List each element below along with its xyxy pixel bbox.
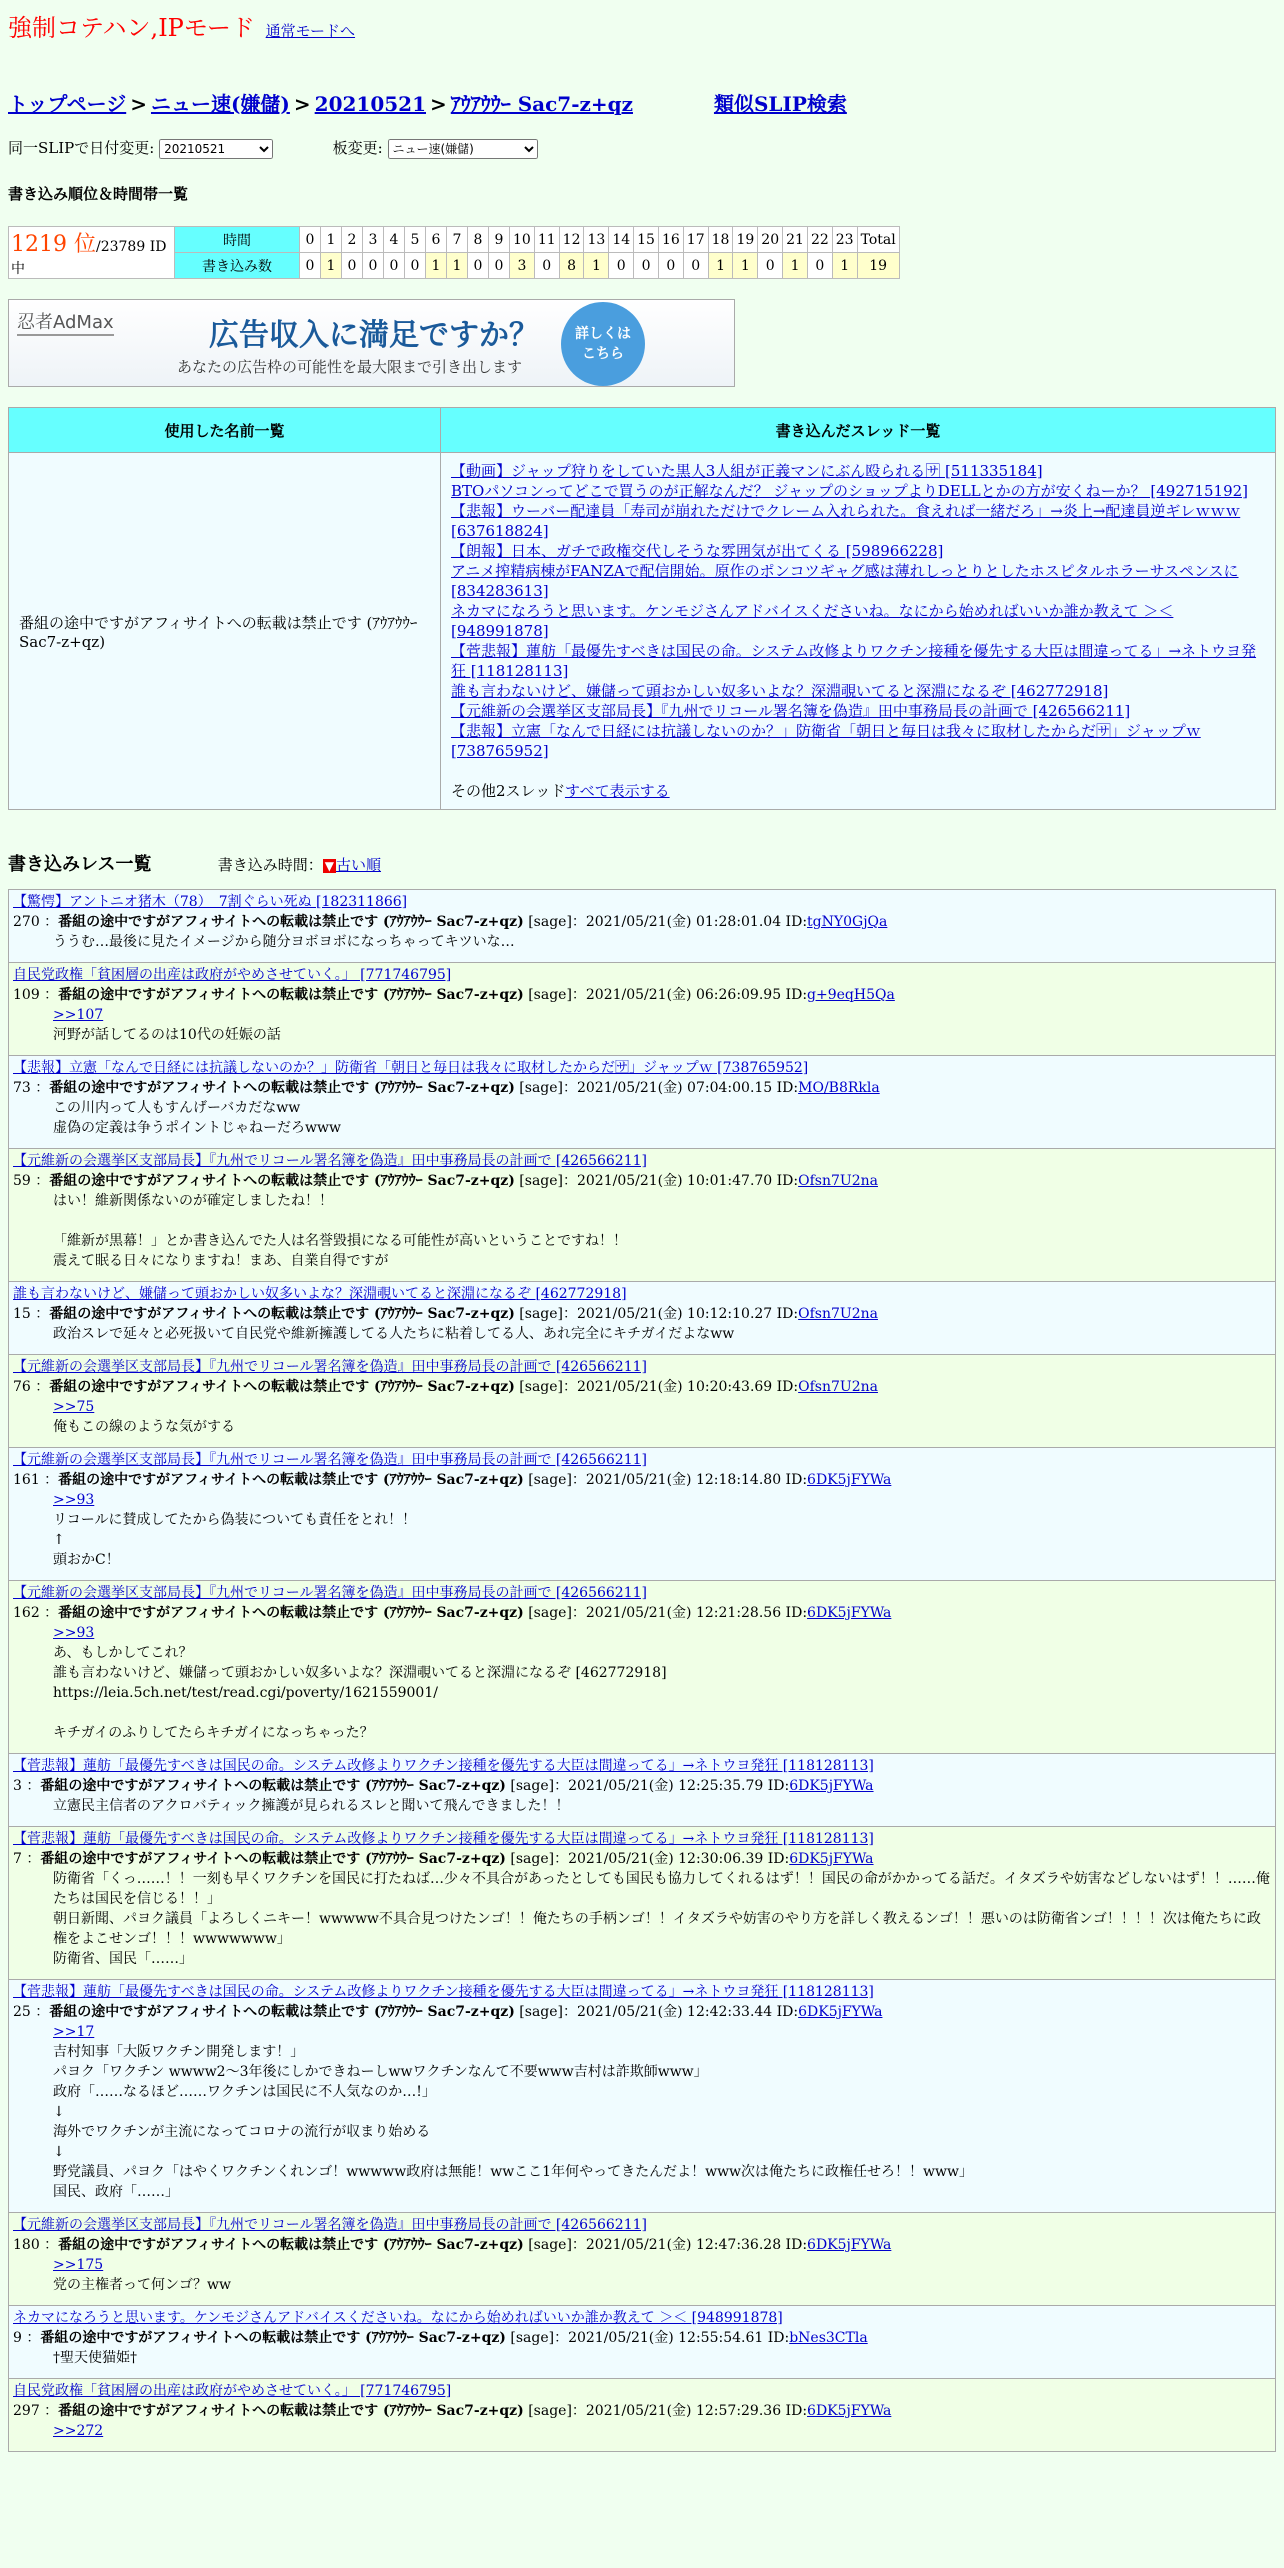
more-threads [451,781,1265,801]
post-meta [13,1849,1271,1869]
post-line: ううむ…最後に見たイメージから随分ヨボヨボになっちゃってキツいな… [53,934,515,950]
ad-cta-line: 詳しくは [575,326,631,342]
ad-subtext: あなたの広告枠の可能性を最大限まで引き出します [177,358,523,376]
post-number: 9 ： [13,2330,41,2346]
post-line: 野党議員、パヨク「はやくワクチンくれンゴ！wwwww政府は無能！wwここ1年何やってきたんだよ！www次は俺たちに政権任せろ！！www」 [53,2164,973,2180]
post-line: 虚偽の定義は争うポイントじゃねーだろwww [53,1120,341,1136]
post-meta [13,1078,1271,1098]
post-line: 河野が話してるのは10代の妊娠の話 [53,1027,281,1043]
post-body [13,932,1271,952]
post-meta [13,912,1271,932]
post-meta [13,1470,1271,1490]
post-line: 頭おかC！ [53,1552,120,1568]
post-thread-link[interactable]: 自民党政権「貧困層の出産は政府がやめさせていく。」 [771746795] [13,967,452,983]
post-line: この川内って人もすんげーバカだなww [53,1100,301,1116]
post-line [53,1703,1271,1723]
post-thread-link[interactable]: 【菅悲報】蓮舫「最優先すべきは国民の命。システム改修よりワクチン接種を優先する大臣は間違ってる」→ネトウヨ発狂 [118128113] [13,1984,874,2000]
anchor-link[interactable]: >>272 [53,2423,104,2439]
post-info: [sage]：2021/05/21(金) 12:21:28.56 ID: [523,1605,808,1621]
thread-link[interactable]: 【悲報】ウーバー配達員「寿司が崩れただけでクレーム入れられた。食えれば一緒だろ」→炎上→配達員逆ギレｗｗｗ [637618824] [451,502,1241,540]
post-body [13,1796,1271,1816]
post-thread-link[interactable]: 【驚愕】アントニオ猪木（78） 7割ぐらい死ぬ [182311866] [13,894,408,910]
post-id-link[interactable]: g+9eqH5Qa [807,987,895,1003]
post-line: 政府「……なるほど……ワクチンは国民に不人気なのか…!」 [53,2084,436,2100]
post-info: [sage]：2021/05/21(金) 12:18:14.80 ID: [523,1472,808,1488]
breadcrumb-separator: > [430,92,447,116]
post-list [8,889,1276,2452]
post [8,1826,1276,1980]
rank-cell [9,227,175,279]
post [8,1055,1276,1149]
hour-cell: 21 [783,227,808,253]
thread-link[interactable]: 【元維新の会選挙区支部局長】『九州でリコール署名簿を偽造』田中事務局長の計画で [426566211] [451,702,1131,720]
post-author: 番組の途中ですがアフィサイトへの転載は禁止です (ｱｳｱｳｳｰ Sac7-z+qz) [40,1851,506,1867]
post-thread-link[interactable]: 【元維新の会選挙区支部局長】『九州でリコール署名簿を偽造』田中事務局長の計画で [426566211] [13,1585,647,1601]
similar-slip-search-link[interactable]: 類似SLIP検索 [713,92,847,116]
post-number: 161 ： [13,1472,59,1488]
post-info: [sage]：2021/05/21(金) 12:57:29.36 ID: [523,2403,808,2419]
post [8,962,1276,1056]
hour-cell: 20 [758,227,783,253]
post-line [53,1211,1271,1231]
post-author: 番組の途中ですがアフィサイトへの転載は禁止です (ｱｳｱｳｳｰ Sac7-z+qz) [40,2330,506,2346]
post-author: 番組の途中ですがアフィサイトへの転載は禁止です (ｱｳｱｳｳｰ Sac7-z+qz) [58,987,524,1003]
post-body [13,1869,1271,1969]
post-number: 162 ： [13,1605,59,1621]
post-thread-link[interactable]: 【悲報】立憲「なんで日経には抗議しないのか？」防衛省「朝日と毎日は我々に取材したからだ🈂」ジャップｗ [738765952] [13,1060,809,1076]
post-line: 海外でワクチンが主流になってコロナの流行が収まり始める [53,2124,431,2140]
anchor-link[interactable]: >>175 [53,2257,104,2273]
name-cell: 番組の途中ですがアフィサイトへの転載は禁止です (ｱｳｱｳｳｰ Sac7-z+qz) [9,453,441,810]
post-id-link[interactable]: Ofsn7U2na [798,1379,878,1395]
post [8,2212,1276,2306]
post-line: 防衛省、国民「……」 [53,1951,193,1967]
hour-cell: 4 [384,227,405,253]
post-number: 15 ： [13,1306,50,1322]
post-body [13,1490,1271,1570]
page-title: 強制コテハン,IPモード [8,14,255,42]
post-author: 番組の途中ですがアフィサイトへの転載は禁止です (ｱｳｱｳｳｰ Sac7-z+qz) [49,1379,515,1395]
count-label: 書き込み数 [175,253,300,279]
breadcrumb-board[interactable]: ニュー速(嫌儲) [150,92,290,116]
count-cell: 1 [584,253,609,279]
post-body [13,2255,1271,2295]
post-author: 番組の途中ですがアフィサイトへの転載は禁止です (ｱｳｱｳｳｰ Sac7-z+qz) [58,914,524,930]
count-cell: 1 [733,253,758,279]
post-line: キチガイのふりしてたらキチガイになっちゃった？ [53,1725,374,1741]
date-select[interactable] [159,139,273,159]
count-cell: 1 [321,253,342,279]
anchor-link[interactable]: >>93 [53,1492,95,1508]
post [8,1281,1276,1355]
post-line: 政治スレで延々と必死扱いて自民党や維新擁護してる人たちに粘着してる人、あれ完全にキチガイだよなww [53,1326,735,1342]
thread-link[interactable]: 【朗報】日本、ガチで政権交代しそうな雰囲気が出てくる [598966228] [451,542,944,560]
thread-link[interactable]: ネカマになろうと思います。ケンモジさんアドバイスくださいね。なにから始めればいいか誰か教えて ＞＜ [948991878] [451,602,1174,640]
count-cell: 0 [683,253,708,279]
post-number: 180 ： [13,2237,59,2253]
thread-link[interactable]: BTOパソコンってどこで買うのが正解なんだ？ ジャップのショップよりDELLとかの方が安くねーか？ [492715192] [451,482,1249,500]
post-author: 番組の途中ですがアフィサイトへの転載は禁止です (ｱｳｱｳｳｰ Sac7-z+qz) [49,1080,515,1096]
summary-table [8,407,1276,810]
post-thread-link[interactable]: 【元維新の会選挙区支部局長】『九州でリコール署名簿を偽造』田中事務局長の計画で [426566211] [13,1153,647,1169]
count-cell: 1 [783,253,808,279]
post-line: ↓ [53,2144,65,2160]
breadcrumb-date[interactable]: 20210521 [314,92,426,116]
hour-cell: 23 [832,227,857,253]
post-id-link[interactable]: MO/B8Rkla [798,1080,880,1096]
count-cell: 1 [447,253,468,279]
threads-header: 書き込んだスレッド一覧 [441,408,1276,453]
hour-cell: 5 [405,227,426,253]
post-body [13,2348,1271,2368]
count-cell: 0 [342,253,363,279]
thread-link[interactable]: 誰も言わないけど、嫌儲って頭おかしい奴多いよな？深淵覗いてると深淵になるぞ [462772918] [451,682,1109,700]
names-header: 使用した名前一覧 [9,408,441,453]
post-number: 109 ： [13,987,59,1003]
ad-banner[interactable] [8,299,735,387]
hour-cell: 17 [683,227,708,253]
count-cell: 0 [658,253,683,279]
post-info: [sage]：2021/05/21(金) 07:04:00.15 ID: [514,1080,799,1096]
post-line: 国民、政府「……」 [53,2184,179,2200]
count-cell: 1 [832,253,857,279]
post-meta [13,2401,1271,2421]
post-id-link[interactable]: Ofsn7U2na [798,1173,878,1189]
post-line: 防衛省「くっ……！！一刻も早くワクチンを国民に打たねば…少々不具合があったとしても国民も協力してくれるはず！！国民の命がかかってる話だ。イタズラや妨害などしないはず！！……俺たちは国民を信じる！！」 [53,1871,1270,1907]
post-thread-link[interactable]: 【菅悲報】蓮舫「最優先すべきは国民の命。システム改修よりワクチン接種を優先する大臣は間違ってる」→ネトウヨ発狂 [118128113] [13,1831,874,1847]
post-author: 番組の途中ですがアフィサイトへの転載は禁止です (ｱｳｱｳｳｰ Sac7-z+qz) [58,1472,524,1488]
hour-cell: 10 [510,227,535,253]
count-cell: 1 [426,253,447,279]
post-info: [sage]：2021/05/21(金) 12:42:33.44 ID: [514,2004,799,2020]
sort-oldest-link[interactable]: 古い順 [336,856,382,874]
hour-cell: 2 [342,227,363,253]
rank-heading: 書き込み順位＆時間帯一覧 [8,185,189,203]
rank-position: 1219 位 [11,232,96,257]
board-select-label: 板変更: [332,139,383,157]
anchor-link[interactable]: >>75 [53,1399,95,1415]
post-id-link[interactable]: 6DK5jFYWa [789,1851,874,1867]
count-cell: 8 [559,253,584,279]
post-body [13,1005,1271,1045]
post-meta [13,1171,1271,1191]
count-cell: 0 [405,253,426,279]
post-id-link[interactable]: 6DK5jFYWa [807,1605,892,1621]
post-number: 3 ： [13,1778,41,1794]
hour-cell: 22 [807,227,832,253]
hourly-post-table [8,226,900,279]
post-line: 朝日新聞、パヨク議員「よろしくニキー！wwwww不具合見つけたンゴ！！俺たちの手柄ンゴ！！イタズラや妨害のやり方を詳しく教えるンゴ！！悪いのは防衛省ンゴ！！！！次は俺たちに政権をよこせンゴ！！！wwwwwww」 [53,1911,1261,1947]
post-line: ↓ [53,2104,65,2120]
ad-logo: 忍者AdMax [17,308,114,336]
post-thread-link[interactable]: 【菅悲報】蓮舫「最優先すべきは国民の命。システム改修よりワクチン接種を優先する大臣は間違ってる」→ネトウヨ発狂 [118128113] [13,1758,874,1774]
sort-label: 書き込み時間： [217,856,323,874]
post-author: 番組の途中ですがアフィサイトへの転載は禁止です (ｱｳｱｳｳｰ Sac7-z+qz) [49,2004,515,2020]
post-author: 番組の途中ですがアフィサイトへの転載は禁止です (ｱｳｱｳｳｰ Sac7-z+qz) [58,2237,524,2253]
breadcrumb [8,88,1276,117]
board-select[interactable] [388,139,538,159]
post-line: パヨク「ワクチン wwww2～3年後にしかできねーしwwワクチンなんて不要www吉村は詐欺師www」 [53,2064,708,2080]
post-line: †聖天使猫姫† [53,2350,137,2366]
post [8,889,1276,963]
post-id-link[interactable]: 6DK5jFYWa [807,2403,892,2419]
post-meta [13,1377,1271,1397]
hour-cell: 6 [426,227,447,253]
time-label: 時間 [175,227,300,253]
post-id-link[interactable]: tgNY0GjQa [807,914,888,930]
anchor-link[interactable]: >>17 [53,2024,95,2040]
post-number: 25 ： [13,2004,50,2020]
sort-control [218,856,381,874]
post-thread-link[interactable]: 自民党政権「貧困層の出産は政府がやめさせていく。」 [771746795] [13,2383,452,2399]
hour-cell: 12 [559,227,584,253]
hour-cell: 3 [363,227,384,253]
more-threads-text: その他2スレッド [451,782,565,800]
post-line: 立憲民主信者のアクロバティック擁護が見られるスレと聞いて飛んできました！！ [53,1798,570,1814]
thread-link[interactable]: 【悲報】立憲「なんで日経には抗議しないのか？」防衛省「朝日と毎日は我々に取材したからだ🈂」ジャップｗ [738765952] [451,722,1201,760]
post-author: 番組の途中ですがアフィサイトへの転載は禁止です (ｱｳｱｳｳｰ Sac7-z+qz) [49,1306,515,1322]
normal-mode-link[interactable]: 通常モードへ [265,22,356,40]
post-line: 俺もこの線のような気がする [53,1419,235,1435]
hour-cell: 13 [584,227,609,253]
post [8,1753,1276,1827]
post [8,1354,1276,1448]
post-line: あ、もしかしてこれ？ [53,1645,193,1661]
page-header [8,8,1276,40]
post-meta [13,2235,1271,2255]
rank-total: /23789 ID中 [11,239,167,277]
hour-cell: 0 [300,227,321,253]
breadcrumb-top[interactable]: トップページ [8,92,127,116]
post-id-link[interactable]: Ofsn7U2na [798,1306,878,1322]
breadcrumb-separator: > [293,92,311,116]
count-cell: 0 [758,253,783,279]
count-cell: 0 [363,253,384,279]
post-meta [13,1304,1271,1324]
post-meta [13,985,1271,1005]
post-line: https://leia.5ch.net/test/read.cgi/poverty/1621559001/ [53,1685,438,1701]
post-line: 吉村知事「大阪ワクチン開発します！」 [53,2044,305,2060]
count-cell: 0 [807,253,832,279]
hour-cell: 14 [609,227,634,253]
hour-cell: 8 [468,227,489,253]
post-id-link[interactable]: bNes3CTla [789,2330,868,2346]
count-cell: 0 [384,253,405,279]
post-meta [13,2328,1271,2348]
thread-link[interactable]: アニメ搾精病棟がFANZAで配信開始。原作のポンコツギャグ感は薄れしっとりとしたホスピタルホラーサスペンスに [834283613] [451,562,1239,600]
post-line: 震えて眠る日々になりますね！まあ、自業自得ですが [53,1253,389,1269]
reslist-heading [8,850,1276,876]
post-info: [sage]：2021/05/21(金) 12:47:36.28 ID: [523,2237,808,2253]
post-line: 誰も言わないけど、嫌儲って頭おかしい奴多いよな？深淵覗いてると深淵になるぞ [462772918] [53,1665,667,1681]
select-bar [8,137,1276,159]
post-number: 59 ： [13,1173,50,1189]
post-meta [13,2002,1271,2022]
post-line: リコールに賛成してたから偽装についても責任をとれ！！ [53,1512,417,1528]
post-number: 73 ： [13,1080,50,1096]
post-id-link[interactable]: 6DK5jFYWa [798,2004,883,2020]
hour-cell: 16 [658,227,683,253]
post-meta [13,1776,1271,1796]
post-thread-link[interactable]: 【元維新の会選挙区支部局長】『九州でリコール署名簿を偽造』田中事務局長の計画で [426566211] [13,1359,647,1375]
hour-cell: 11 [534,227,559,253]
post-info: [sage]：2021/05/21(金) 01:28:01.04 ID: [523,914,808,930]
post-line: 「維新が黒幕！」とか書き込んでた人は名誉毀損になる可能性が高いということですね！！ [53,1233,627,1249]
count-cell: 0 [300,253,321,279]
ad-cta-line: こちら [582,346,624,362]
post [8,1447,1276,1581]
reslist-title: 書き込みレス一覧 [8,854,152,875]
hour-cell: 18 [708,227,733,253]
thread-list [451,461,1265,761]
hour-cell: 1 [321,227,342,253]
threads-cell [441,453,1276,810]
post-info: [sage]：2021/05/21(金) 10:12:10.27 ID: [514,1306,799,1322]
post-id-link[interactable]: 6DK5jFYWa [807,1472,892,1488]
post-info: [sage]：2021/05/21(金) 06:26:09.95 ID: [523,987,808,1003]
post-body [13,1623,1271,1743]
post-info: [sage]：2021/05/21(金) 12:30:06.39 ID: [505,1851,790,1867]
post-info: [sage]：2021/05/21(金) 10:01:47.70 ID: [514,1173,799,1189]
post-line: 党の主権者って何ンゴ？ww [53,2277,231,2293]
post-number: 76 ： [13,1379,50,1395]
count-cell: 0 [489,253,510,279]
thread-link[interactable]: 【菅悲報】蓮舫「最優先すべきは国民の命。システム改修よりワクチン接種を優先する大臣は間違ってる」→ネトウヨ発狂 [118128113] [451,642,1257,680]
post-author: 番組の途中ですがアフィサイトへの転載は禁止です (ｱｳｱｳｳｰ Sac7-z+qz) [58,1605,524,1621]
post [8,1148,1276,1282]
post-id-link[interactable]: 6DK5jFYWa [789,1778,874,1794]
thread-link[interactable]: 【動画】ジャップ狩りをしていた黒人3人組が正義マンにぶん殴られる🈂 [511335184] [451,462,1043,480]
sort-arrow-icon[interactable]: ▼ [324,859,334,873]
show-all-link[interactable]: すべて表示する [564,782,670,800]
hour-cell: 19 [733,227,758,253]
post-body [13,2421,1271,2441]
post [8,1580,1276,1754]
post-body [13,1191,1271,1271]
post-author: 番組の途中ですがアフィサイトへの転載は禁止です (ｱｳｱｳｳｰ Sac7-z+qz) [49,1173,515,1189]
post-thread-link[interactable]: 【元維新の会選挙区支部局長】『九州でリコール署名簿を偽造』田中事務局長の計画で [426566211] [13,2217,647,2233]
post-author: 番組の途中ですがアフィサイトへの転載は禁止です (ｱｳｱｳｳｰ Sac7-z+qz) [58,2403,524,2419]
post-line: ↑ [53,1532,65,1548]
post-author: 番組の途中ですがアフィサイトへの転載は禁止です (ｱｳｱｳｳｰ Sac7-z+qz) [40,1778,506,1794]
count-total: 19 [857,253,899,279]
hour-cell: 9 [489,227,510,253]
breadcrumb-slip[interactable]: ｱｳｱｳｳｰ Sac7-z+qz [450,92,633,116]
hour-cell: 7 [447,227,468,253]
count-cell: 1 [708,253,733,279]
anchor-link[interactable]: >>93 [53,1625,95,1641]
post-meta [13,1603,1271,1623]
breadcrumb-separator: > [130,92,147,116]
count-cell: 0 [534,253,559,279]
post-number: 7 ： [13,1851,41,1867]
count-cell: 3 [510,253,535,279]
post [8,2305,1276,2379]
post [8,2378,1276,2452]
anchor-link[interactable]: >>107 [53,1007,104,1023]
post-line: はい！維新関係ないのが確定しましたね！！ [53,1193,333,1209]
post-body [13,1324,1271,1344]
post-thread-link[interactable]: ネカマになろうと思います。ケンモジさんアドバイスくださいね。なにから始めればいいか誰か教えて ＞＜ [948991878] [13,2310,783,2326]
ad-cta-button[interactable] [561,302,645,386]
post [8,1979,1276,2213]
post-thread-link[interactable]: 誰も言わないけど、嫌儲って頭おかしい奴多いよな？深淵覗いてると深淵になるぞ [462772918] [13,1286,627,1302]
post-info: [sage]：2021/05/21(金) 12:25:35.79 ID: [505,1778,790,1794]
post-body [13,2022,1271,2202]
post-body [13,1098,1271,1138]
hour-total-header: Total [857,227,899,253]
post-body [13,1397,1271,1437]
date-select-label: 同一SLIPで日付変更: [8,139,155,157]
post-number: 270 ： [13,914,59,930]
post-thread-link[interactable]: 【元維新の会選挙区支部局長】『九州でリコール署名簿を偽造』田中事務局長の計画で [426566211] [13,1452,647,1468]
count-cell: 0 [634,253,659,279]
ad-headline: 広告収入に満足ですか？ [209,318,539,353]
count-cell: 0 [468,253,489,279]
post-info: [sage]：2021/05/21(金) 12:55:54.61 ID: [505,2330,790,2346]
post-number: 297 ： [13,2403,59,2419]
count-cell: 0 [609,253,634,279]
hour-cell: 15 [634,227,659,253]
post-info: [sage]：2021/05/21(金) 10:20:43.69 ID: [514,1379,799,1395]
post-id-link[interactable]: 6DK5jFYWa [807,2237,892,2253]
